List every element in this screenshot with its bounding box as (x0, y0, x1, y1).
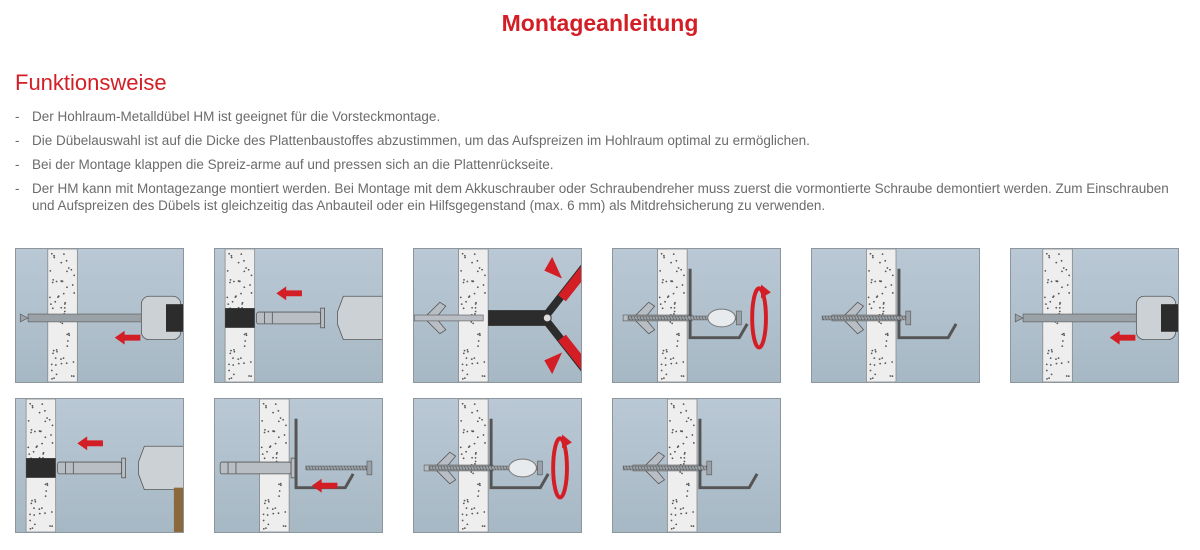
step-panel (413, 398, 582, 533)
drill-tool (20, 296, 183, 339)
step-panel (15, 248, 184, 383)
screw-rotate-icon (414, 399, 581, 532)
hook-fixture (296, 419, 353, 488)
list-item-text: Der Hohlraum-Metalldübel HM ist geeignet für die Vorsteckmontage. (32, 109, 441, 124)
insert-anchor-icon (215, 249, 382, 382)
direction-arrow (312, 479, 338, 493)
anchor-sleeve (58, 458, 126, 478)
list-item (15, 108, 1190, 125)
hook-fixture (491, 419, 548, 488)
bullet-marker: - (15, 109, 20, 124)
fixed-hook-icon (613, 399, 780, 532)
screw-insert-icon (215, 399, 382, 532)
step-panel (214, 248, 383, 383)
pressing-tool (138, 446, 183, 489)
page-title: Montageanleitung (501, 10, 699, 36)
direction-arrow (276, 286, 302, 300)
direction-arrow (115, 331, 141, 345)
rotation-arrow (553, 434, 572, 497)
bullet-marker: - (15, 181, 20, 196)
rotation-arrow (752, 284, 771, 347)
hook-fixture (700, 419, 757, 488)
pliers-expand-icon (414, 249, 581, 382)
step-panel (413, 248, 582, 383)
section-title: Funktionsweise (15, 70, 167, 95)
direction-arrow (77, 436, 103, 450)
step-panel (612, 248, 781, 383)
drill-tool (1015, 296, 1178, 339)
list-item-text: Die Dübelauswahl ist auf die Dicke des Plattenbaustoffes abzustimmen, um das Aufspreizen im Hohlraum optimal zu ermöglichen. (32, 133, 810, 148)
step-panel (214, 398, 383, 533)
step-panel (811, 248, 980, 383)
list-item (15, 132, 1190, 149)
step-panel (612, 398, 781, 533)
screw (306, 461, 372, 475)
hook-fixture (899, 269, 956, 338)
step-panel (1010, 248, 1179, 383)
pliers-tool (488, 261, 581, 375)
list-item-text: Bei der Montage klappen die Spreiz-arme auf und pressen sich an die Plattenrückseite. (32, 157, 554, 172)
bullet-marker: - (15, 157, 20, 172)
installation-steps-grid (15, 248, 1190, 533)
screw-rotate-icon (613, 249, 780, 382)
instruction-list (15, 108, 1190, 221)
list-item-text: Der HM kann mit Montagezange montiert werden. Bei Montage mit dem Akkuschrauber oder Schraubendreher muss zuerst die vormontierte Schraube demontiert werden. Zum Einschrauben und Aufspreizen des Dübels ist gleichzeitig das Anbauteil oder ein Hilfsgegenstand (max. 6 mm) als Mitdrehsicherung zu verwenden. (32, 181, 1169, 213)
pressing-tool (337, 296, 382, 339)
anchor-sleeve (257, 308, 325, 328)
direction-arrow (1110, 331, 1136, 345)
hook-fixture (690, 269, 747, 338)
drill-hole-icon (16, 249, 183, 382)
bullet-marker: - (15, 133, 20, 148)
fixed-hook-icon (812, 249, 979, 382)
list-item (15, 156, 1190, 173)
drill-hole-icon (1011, 249, 1178, 382)
step-panel (15, 398, 184, 533)
insert-anchor-icon (16, 399, 183, 532)
list-item (15, 180, 1190, 214)
